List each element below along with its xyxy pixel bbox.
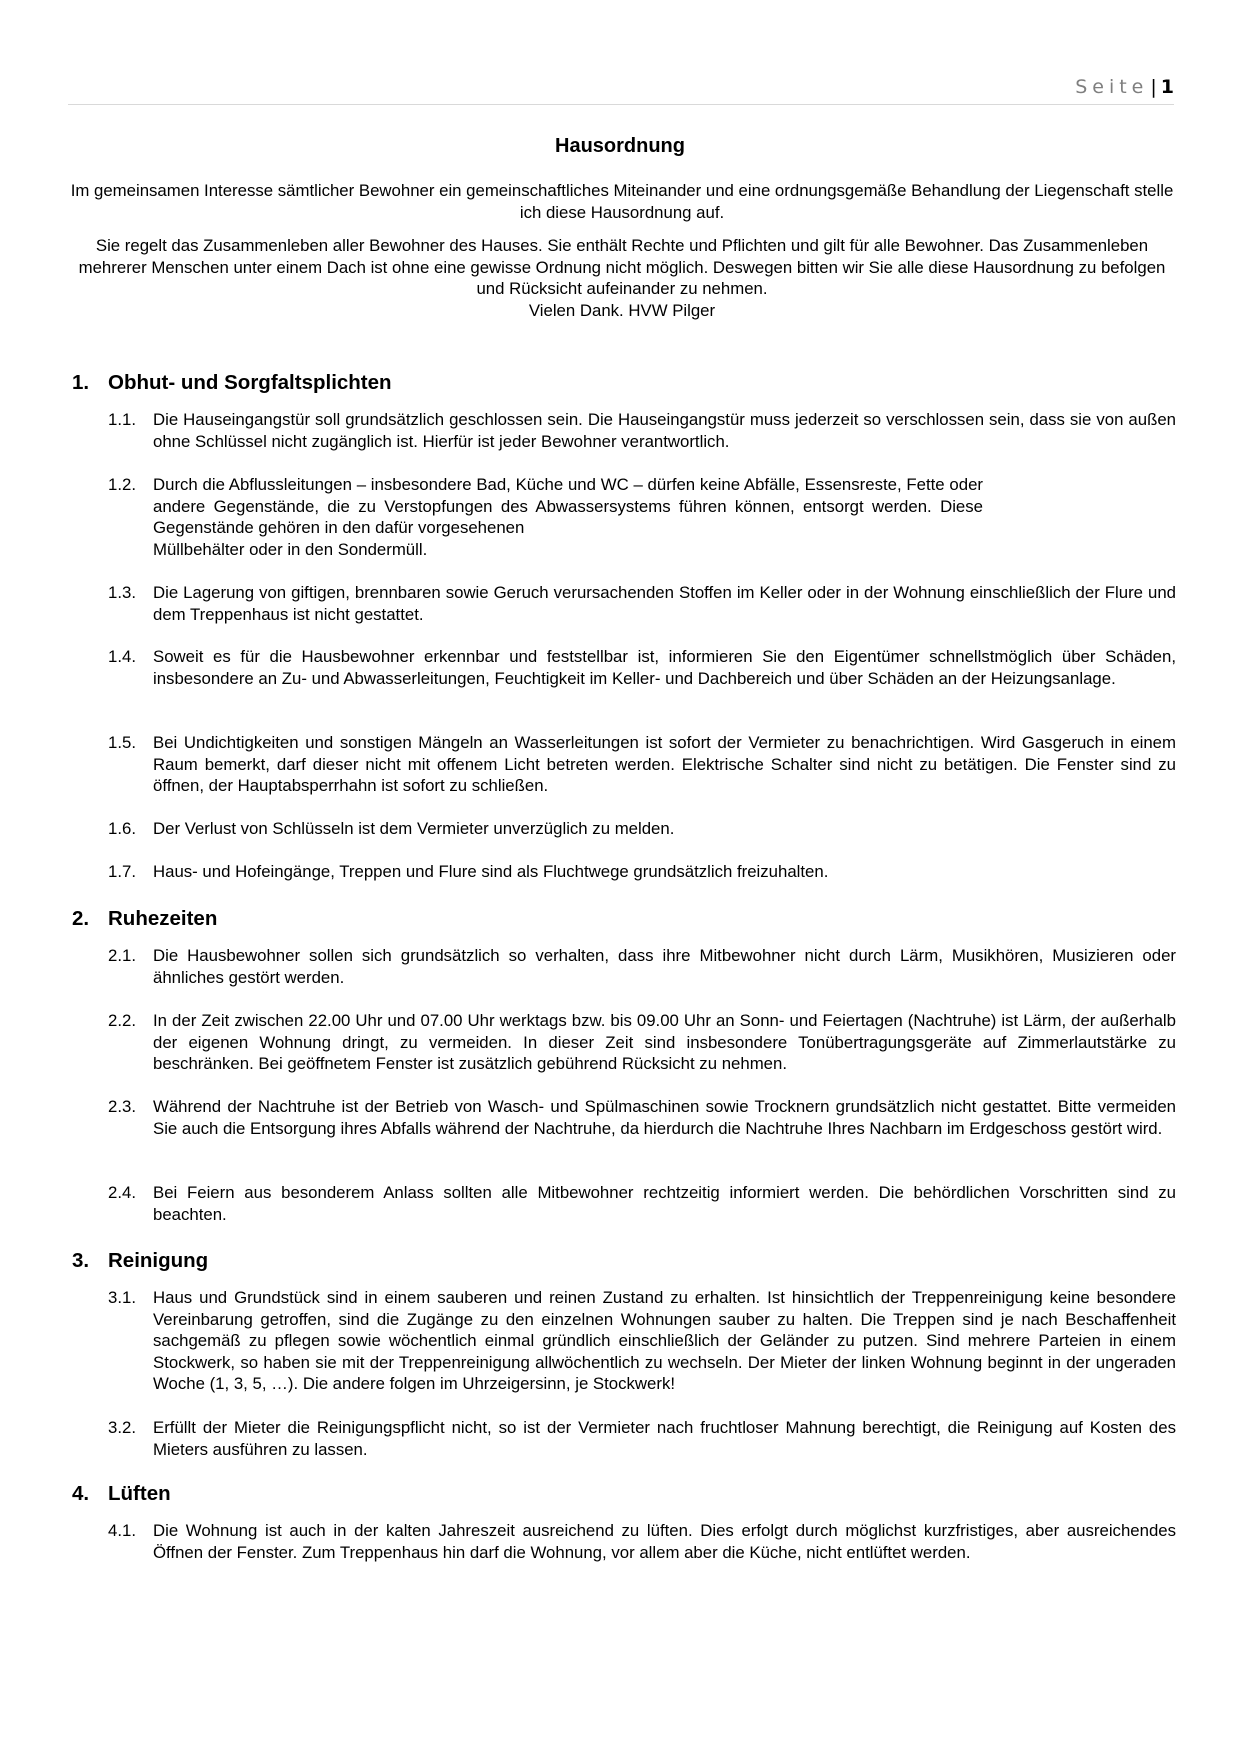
intro-thanks: Vielen Dank. HVW Pilger xyxy=(528,300,716,320)
page-header xyxy=(68,74,1174,105)
list-item: 2.2. In der Zeit zwischen 22.00 Uhr und 07.00 Uhr werktags bzw. bis 09.00 Uhr an Sonn- und Feiertagen (Nachtruhe) ist Lärm, der außerhalb der eigenen Wohnung dringt, zu vermeiden. In dieser Zeit sind insbesondere Tonübertragungsgeräte auf Zimmerlautstärke zu beschränken. Bei geöffnetem Fenster ist zusätzlich gebührend Rücksicht zu nehmen. xyxy=(108,1011,1176,1073)
intro-paragraph-1: Im gemeinsamen Interesse sämtlicher Bewohner ein gemeinschaftliches Miteinander und eine ordnungsgemäße Behandlung der Liegenschaft stelle ich diese Hausordnung auf. xyxy=(70,181,1174,222)
section-heading-1: 1. Obhut- und Sorgfaltsplichten xyxy=(72,371,392,394)
list-item: 2.3. Während der Nachtruhe ist der Betrieb von Wasch- und Spülmaschinen sowie Trocknern grundsätzlich nicht gestattet. Bitte vermeiden Sie auch die Entsorgung ihres Abfalls während der Nachtruhe, da hierdurch die Nachtruhe Ihres Nachbarn im Erdgeschoss gestört wird. xyxy=(108,1097,1176,1138)
section-heading-3: 3. Reinigung xyxy=(72,1249,209,1272)
list-item: 3.2. Erfüllt der Mieter die Reinigungspflicht nicht, so ist der Vermieter nach fruchtloser Mahnung berechtigt, die Reinigung auf Kosten des Mieters ausführen zu lassen. xyxy=(108,1418,1176,1459)
list-item: 2.1. Die Hausbewohner sollen sich grundsätzlich so verhalten, dass ihre Mitbewohner nicht durch Lärm, Musikhören, Musizieren oder ähnliches gestört werden. xyxy=(108,946,1176,987)
list-item: 1.3. Die Lagerung von giftigen, brennbaren sowie Geruch verursachenden Stoffen im Keller oder in der Wohnung einschließlich der Flure und dem Treppenhaus ist nicht gestattet. xyxy=(108,583,1176,624)
intro-paragraph-2: Sie regelt das Zusammenleben aller Bewohner des Hauses. Sie enthält Rechte und Pflichten und gilt für alle Bewohner. Das Zusammenleben mehrerer Menschen unter einem Dach ist ohne eine gewisse Ordnung nicht möglich. Deswegen bitten wir Sie alle diese Hausordnung zu befolgen und Rücksicht aufeinander zu nehmen. Vielen Dank. HVW Pilger xyxy=(68,235,1176,321)
list-item: 1.1. Die Hauseingangstür soll grundsätzlich geschlossen sein. Die Hauseingangstür muss jederzeit so verschlossen sein, dass sie von außen ohne Schlüssel nicht zugänglich ist. Hierfür ist jeder Bewohner verantwortlich. xyxy=(108,410,1176,451)
list-item: 4.1. Die Wohnung ist auch in der kalten Jahreszeit ausreichend zu lüften. Dies erfolgt durch möglichst kurzfristiges, aber ausreichendes Öffnen der Fenster. Zum Treppenhaus hin darf die Wohnung, vor allem aber die Küche, nicht entlüftet werden. xyxy=(108,1521,1176,1562)
page-label: Seite xyxy=(1075,76,1149,98)
section-heading-4: 4. Lüften xyxy=(72,1482,171,1505)
list-item: 1.2. Durch die Abflussleitungen – insbesondere Bad, Küche und WC – dürfen keine Abfälle, Essensreste, Fette oder andere Gegenstände, die zu Verstopfungen des Abwassersystems führen können, entsorgt werden. Diese Gegenstände gehören in den dafür vorgesehenen Müllbehälter oder in den Sondermüll. xyxy=(108,475,983,559)
section-heading-2: 2. Ruhezeiten xyxy=(72,907,218,930)
page-number: 1 xyxy=(1160,76,1174,98)
list-item: 1.6. Der Verlust von Schlüsseln ist dem Vermieter unverzüglich zu melden. xyxy=(108,819,675,838)
document-title: Hausordnung xyxy=(555,135,685,157)
list-item: 3.1. Haus und Grundstück sind in einem sauberen und reinen Zustand zu erhalten. Ist hinsichtlich der Treppenreinigung keine besondere Vereinbarung getroffen, sind die Zugänge zu den einzelnen Wohnungen sauber zu halten. Die Treppen sind je nach Beschaffenheit sachgemäß zu pflegen sowie wöchentlich einmal gründlich einschließlich der Geländer zu putzen. Sind mehrere Parteien in einem Stockwerk, so haben sie mit der Treppenreinigung allwöchentlich zu wechseln. Der Mieter der linken Wohnung beginnt in der ungeraden Woche (1, 3, 5, …). Die andere folgen im Uhrzeigersinn, je Stockwerk! xyxy=(108,1288,1176,1393)
page-number-label: Seite | 1 xyxy=(1075,76,1174,98)
list-item: 1.4. Soweit es für die Hausbewohner erkennbar und feststellbar ist, informieren Sie den Eigentümer schnellstmöglich über Schäden, insbesondere an Zu- und Abwasserleitungen, Feuchtigkeit im Keller- und Dachbereich und über Schäden an der Heizungsanlage. xyxy=(108,647,1176,688)
list-item: 1.5. Bei Undichtigkeiten und sonstigen Mängeln an Wasserleitungen ist sofort der Vermieter zu benachrichtigen. Wird Gasgeruch in einem Raum bemerkt, darf dieser nicht mit offenem Licht betreten werden. Elektrische Schalter sind nicht zu betätigen. Die Fenster sind zu öffnen, der Hauptabsperrhahn ist sofort zu schließen. xyxy=(108,733,1176,795)
list-item: 2.4. Bei Feiern aus besonderem Anlass sollten alle Mitbewohner rechtzeitig informiert werden. Die behördlichen Vorschritten sind zu beachten. xyxy=(108,1183,1176,1224)
list-item: 1.7. Haus- und Hofeingänge, Treppen und Flure sind als Fluchtwege grundsätzlich freizuhalten. xyxy=(108,862,829,881)
